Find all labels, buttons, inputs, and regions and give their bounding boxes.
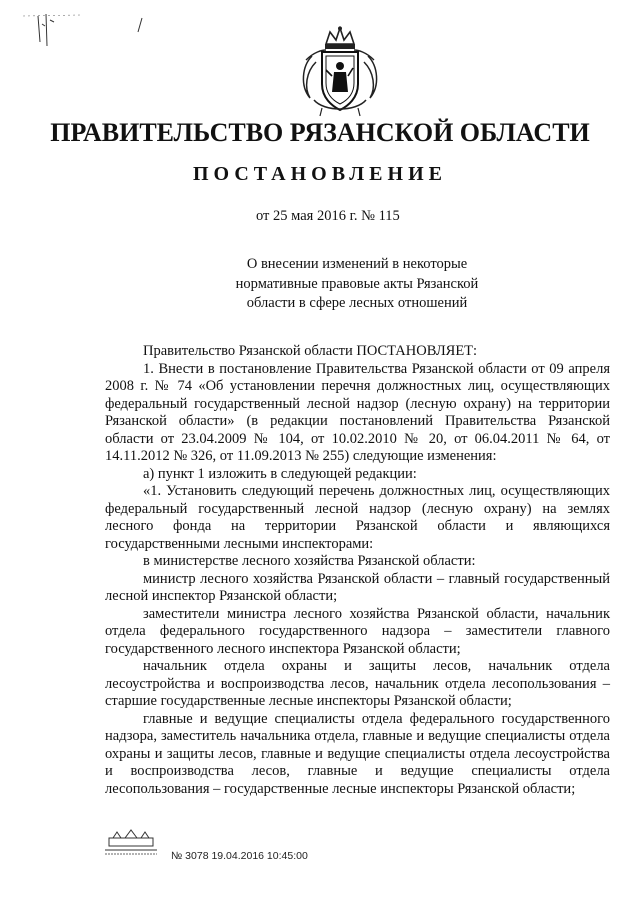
paragraph: Правительство Рязанской области ПОСТАНОВЛЯЕТ: <box>143 343 478 359</box>
document-subject: О внесении изменений в некоторые нормативные правовые акты Рязанской области в сфере лесных отношений <box>235 256 479 311</box>
paragraph: а) пункт 1 изложить в следующей редакции: <box>143 465 417 482</box>
document-type: ПОСТАНОВЛЕНИЕ <box>193 163 447 185</box>
document-date-number: от 25 мая 2016 г. № 115 <box>256 208 400 224</box>
paragraph: заместители министра лесного хозяйства Рязанской области, начальник отдела федерального государственного надзора – заместители главного государственного лесного инспектора Рязанской области; <box>105 605 610 657</box>
paragraph: главные и ведущие специалисты отдела федерального государственного надзора, заместитель начальника отдела, главные и ведущие специалисты отдела охраны и защиты лесов, главные и ведущие специалисты отдела лесоустройства и воспроизводства лесов, главные и ведущие специалисты отдела лесопользования – государственные лесные инспекторы Рязанской области; <box>105 710 610 797</box>
registry-stamp <box>103 828 159 858</box>
coat-of-arms-emblem <box>292 26 388 118</box>
paragraph: «1. Установить следующий перечень должностных лиц, осуществляющих федеральный государственный лесной надзор (лесную охрану) на землях лесного фонда на территории Рязанской области и являющихся государственными лесными инспекторами: <box>105 483 610 552</box>
paragraph: 1. Внести в постановление Правительства Рязанской области от 09 апреля 2008 г. № 74 «Об установлении перечня должностных лиц, осуществляющих федеральный государственный лесной надзор (лесную охрану) на территории Рязанской области» (в редакции постановлений Правительства Рязанской области от 23.04.2009 № 104, от 10.02.2010 № 20, от 06.04.2011 № 64, от 14.11.2012 № 326, от 11.09.2013 № 255) следующие изменения: <box>105 360 610 464</box>
paragraph: начальник отдела охраны и защиты лесов, начальник отдела лесоустройства и воспроизводства лесов, начальник отдела лесопользования – старшие государственные лесные инспекторы Рязанской области; <box>105 658 610 709</box>
government-title: ПРАВИТЕЛЬСТВО РЯЗАНСКОЙ ОБЛАСТИ <box>50 118 590 147</box>
paragraph: в министерстве лесного хозяйства Рязанской области: <box>143 553 476 569</box>
document-body <box>105 343 610 798</box>
paragraph: министр лесного хозяйства Рязанской области – главный государственный лесной инспектор Рязанской области; <box>105 570 610 604</box>
registration-number: № 3078 19.04.2016 10:45:00 <box>171 850 308 862</box>
handwritten-marks <box>20 10 160 60</box>
